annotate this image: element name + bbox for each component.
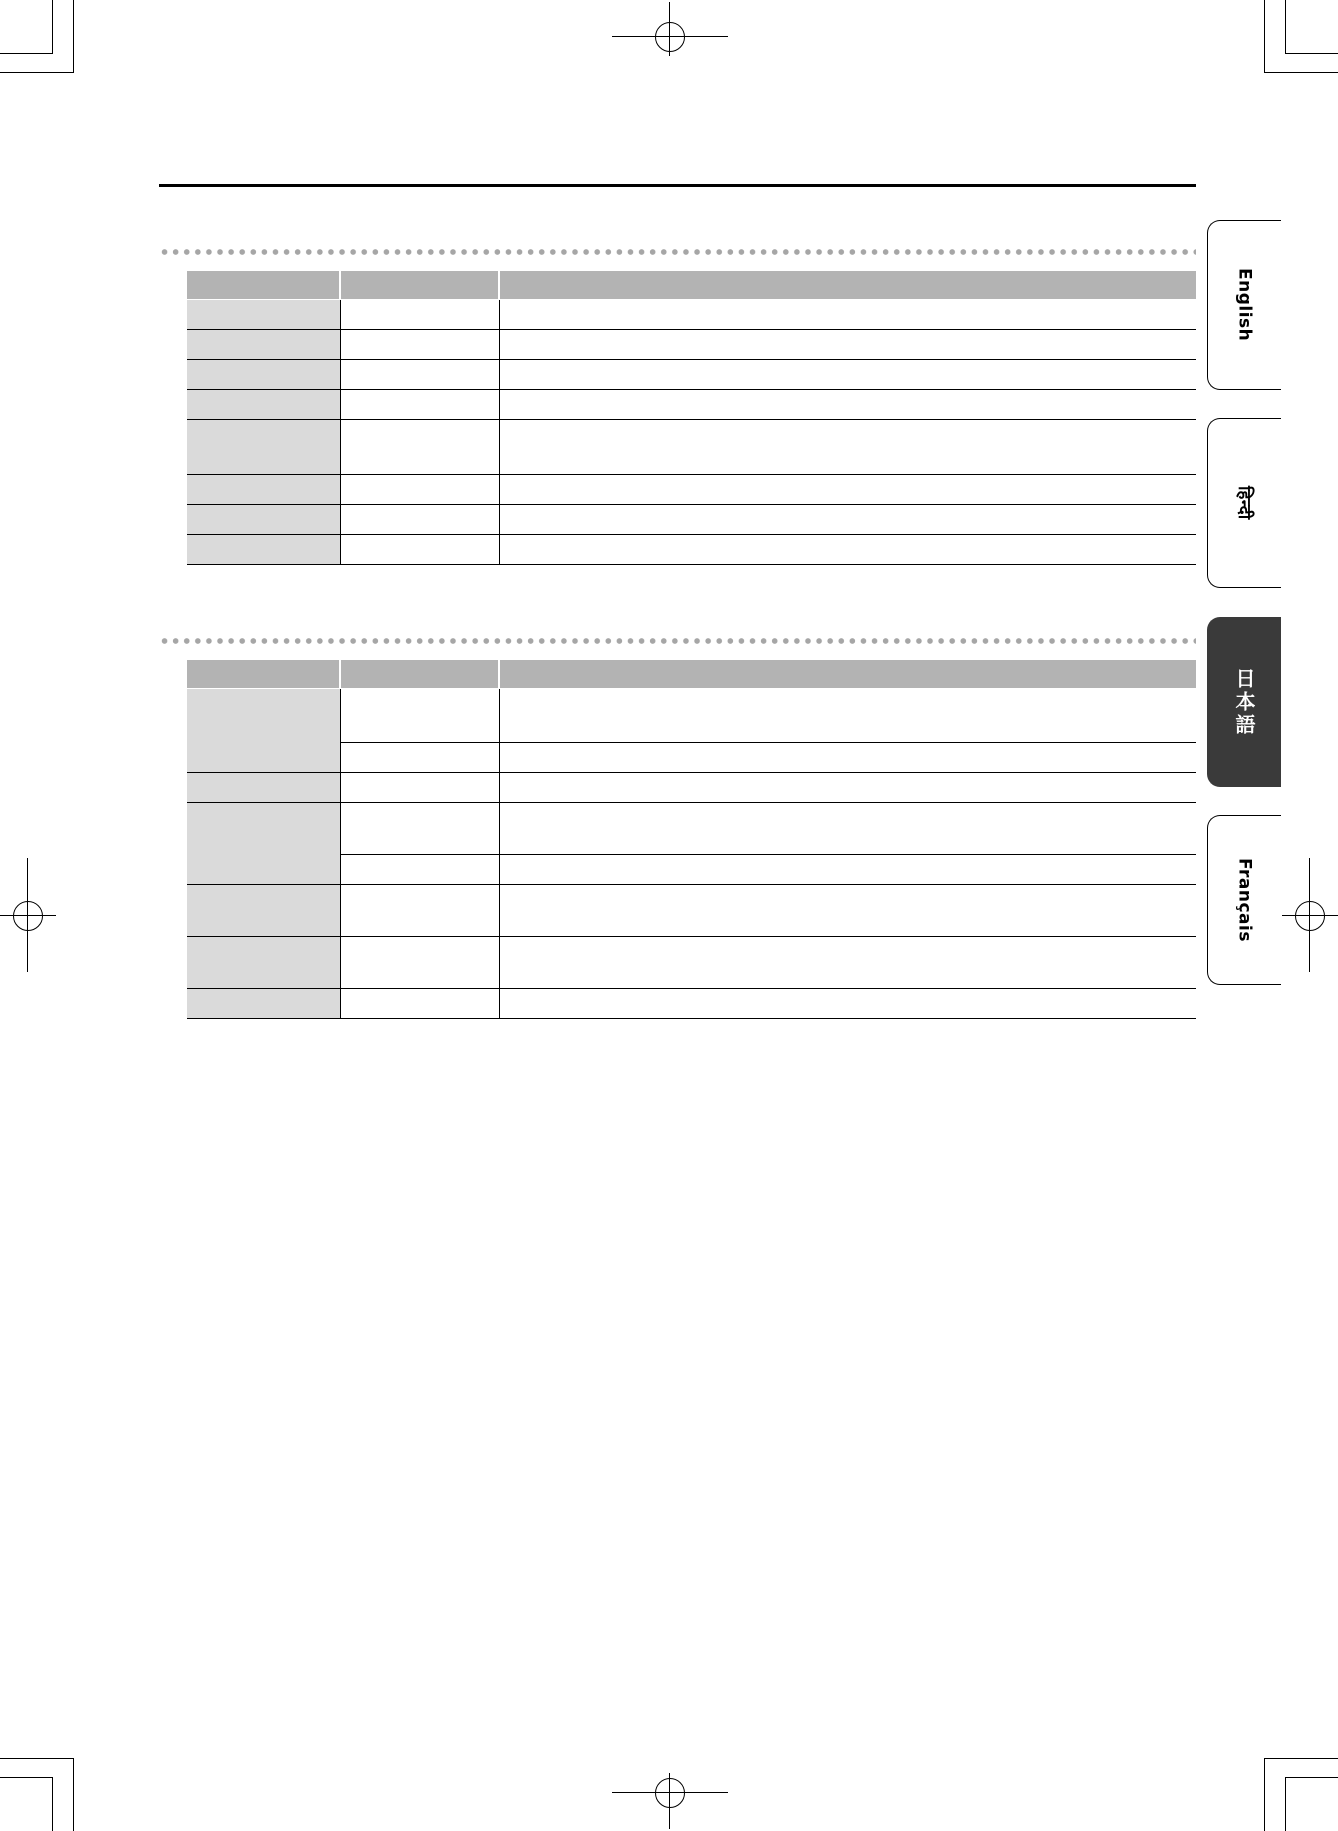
- registration-mark: [655, 22, 685, 52]
- row-label-cell: [187, 937, 340, 989]
- row-description-cell: [499, 803, 1196, 855]
- tab-label: English: [1234, 268, 1255, 342]
- row-value-cell: [340, 420, 499, 475]
- dotted-separator: [159, 249, 1196, 255]
- table-row: [187, 989, 1196, 1019]
- row-value-cell: [340, 535, 499, 565]
- table-row: [187, 689, 1196, 743]
- row-value-cell: [340, 855, 499, 885]
- tab-label: हिन्दी: [1234, 486, 1254, 520]
- row-description-cell: [499, 300, 1196, 330]
- row-label-cell: [187, 330, 340, 360]
- header-cell: [340, 660, 499, 689]
- row-value-cell: [340, 803, 499, 855]
- crop-mark: [52, 0, 53, 54]
- tab-japanese[interactable]: [1207, 617, 1281, 787]
- crop-mark: [1285, 53, 1338, 54]
- table-row: [187, 773, 1196, 803]
- table-header-row: [187, 271, 1196, 300]
- tab-english[interactable]: [1207, 220, 1281, 390]
- header-cell: [499, 660, 1196, 689]
- dotted-separator: [159, 638, 1196, 644]
- spec-table-1: [187, 271, 1196, 565]
- header-cell: [340, 271, 499, 300]
- registration-mark-h: [1282, 915, 1338, 916]
- spec-table-2: [187, 660, 1196, 1019]
- header-cell: [499, 271, 1196, 300]
- row-label-cell: [187, 773, 340, 803]
- row-description-cell: [499, 505, 1196, 535]
- table-row: [187, 505, 1196, 535]
- registration-mark-v: [669, 1773, 670, 1829]
- crop-mark: [73, 1758, 74, 1831]
- registration-mark: [13, 901, 43, 931]
- registration-mark-v: [27, 858, 28, 972]
- crop-mark: [1264, 1758, 1338, 1759]
- table-row: [187, 937, 1196, 989]
- table-row: [187, 300, 1196, 330]
- table-row: [187, 885, 1196, 937]
- row-value-cell: [340, 505, 499, 535]
- row-description-cell: [499, 743, 1196, 773]
- row-description-cell: [499, 855, 1196, 885]
- tab-label: 日本語: [1232, 667, 1256, 737]
- row-description-cell: [499, 885, 1196, 937]
- crop-mark: [73, 0, 74, 73]
- table-row: [187, 360, 1196, 390]
- row-value-cell: [340, 937, 499, 989]
- crop-mark: [0, 1758, 74, 1759]
- row-label-cell: [187, 360, 340, 390]
- table-row: [187, 803, 1196, 855]
- row-value-cell: [340, 390, 499, 420]
- header-cell: [187, 271, 340, 300]
- crop-mark: [0, 53, 53, 54]
- registration-mark: [1295, 901, 1325, 931]
- crop-mark: [1264, 1758, 1265, 1831]
- row-value-cell: [340, 300, 499, 330]
- tab-hindi[interactable]: [1207, 418, 1281, 588]
- row-label-cell: [187, 535, 340, 565]
- table-row: [187, 390, 1196, 420]
- row-description-cell: [499, 330, 1196, 360]
- row-description-cell: [499, 535, 1196, 565]
- tab-label: Français: [1234, 858, 1255, 942]
- crop-mark: [1264, 72, 1338, 73]
- row-label-cell: [187, 803, 340, 885]
- crop-mark: [0, 72, 74, 73]
- crop-mark: [1285, 1777, 1286, 1831]
- row-value-cell: [340, 330, 499, 360]
- crop-mark: [0, 1777, 53, 1778]
- row-value-cell: [340, 989, 499, 1019]
- row-label-cell: [187, 300, 340, 330]
- registration-mark-v: [669, 2, 670, 56]
- row-description-cell: [499, 689, 1196, 743]
- registration-mark: [655, 1778, 685, 1808]
- table-row: [187, 535, 1196, 565]
- row-value-cell: [340, 885, 499, 937]
- table-row: [187, 330, 1196, 360]
- table-row: [187, 475, 1196, 505]
- row-value-cell: [340, 475, 499, 505]
- registration-mark-h: [612, 1792, 728, 1793]
- row-value-cell: [340, 689, 499, 743]
- row-description-cell: [499, 475, 1196, 505]
- row-label-cell: [187, 505, 340, 535]
- registration-mark-h: [612, 36, 728, 37]
- table-header-row: [187, 660, 1196, 689]
- row-description-cell: [499, 420, 1196, 475]
- header-cell: [187, 660, 340, 689]
- row-description-cell: [499, 937, 1196, 989]
- row-description-cell: [499, 360, 1196, 390]
- row-label-cell: [187, 885, 340, 937]
- row-value-cell: [340, 360, 499, 390]
- registration-mark-h: [0, 915, 56, 916]
- row-description-cell: [499, 390, 1196, 420]
- row-label-cell: [187, 989, 340, 1019]
- section-header-rule: [159, 184, 1196, 187]
- row-description-cell: [499, 989, 1196, 1019]
- crop-mark: [1264, 0, 1265, 73]
- row-value-cell: [340, 743, 499, 773]
- table-row: [187, 420, 1196, 475]
- row-label-cell: [187, 390, 340, 420]
- registration-mark-v: [1309, 858, 1310, 972]
- row-label-cell: [187, 475, 340, 505]
- row-label-cell: [187, 689, 340, 773]
- row-value-cell: [340, 773, 499, 803]
- row-label-cell: [187, 420, 340, 475]
- row-description-cell: [499, 773, 1196, 803]
- crop-mark: [1285, 1777, 1338, 1778]
- tab-french[interactable]: [1207, 815, 1281, 985]
- crop-mark: [1285, 0, 1286, 54]
- crop-mark: [52, 1777, 53, 1831]
